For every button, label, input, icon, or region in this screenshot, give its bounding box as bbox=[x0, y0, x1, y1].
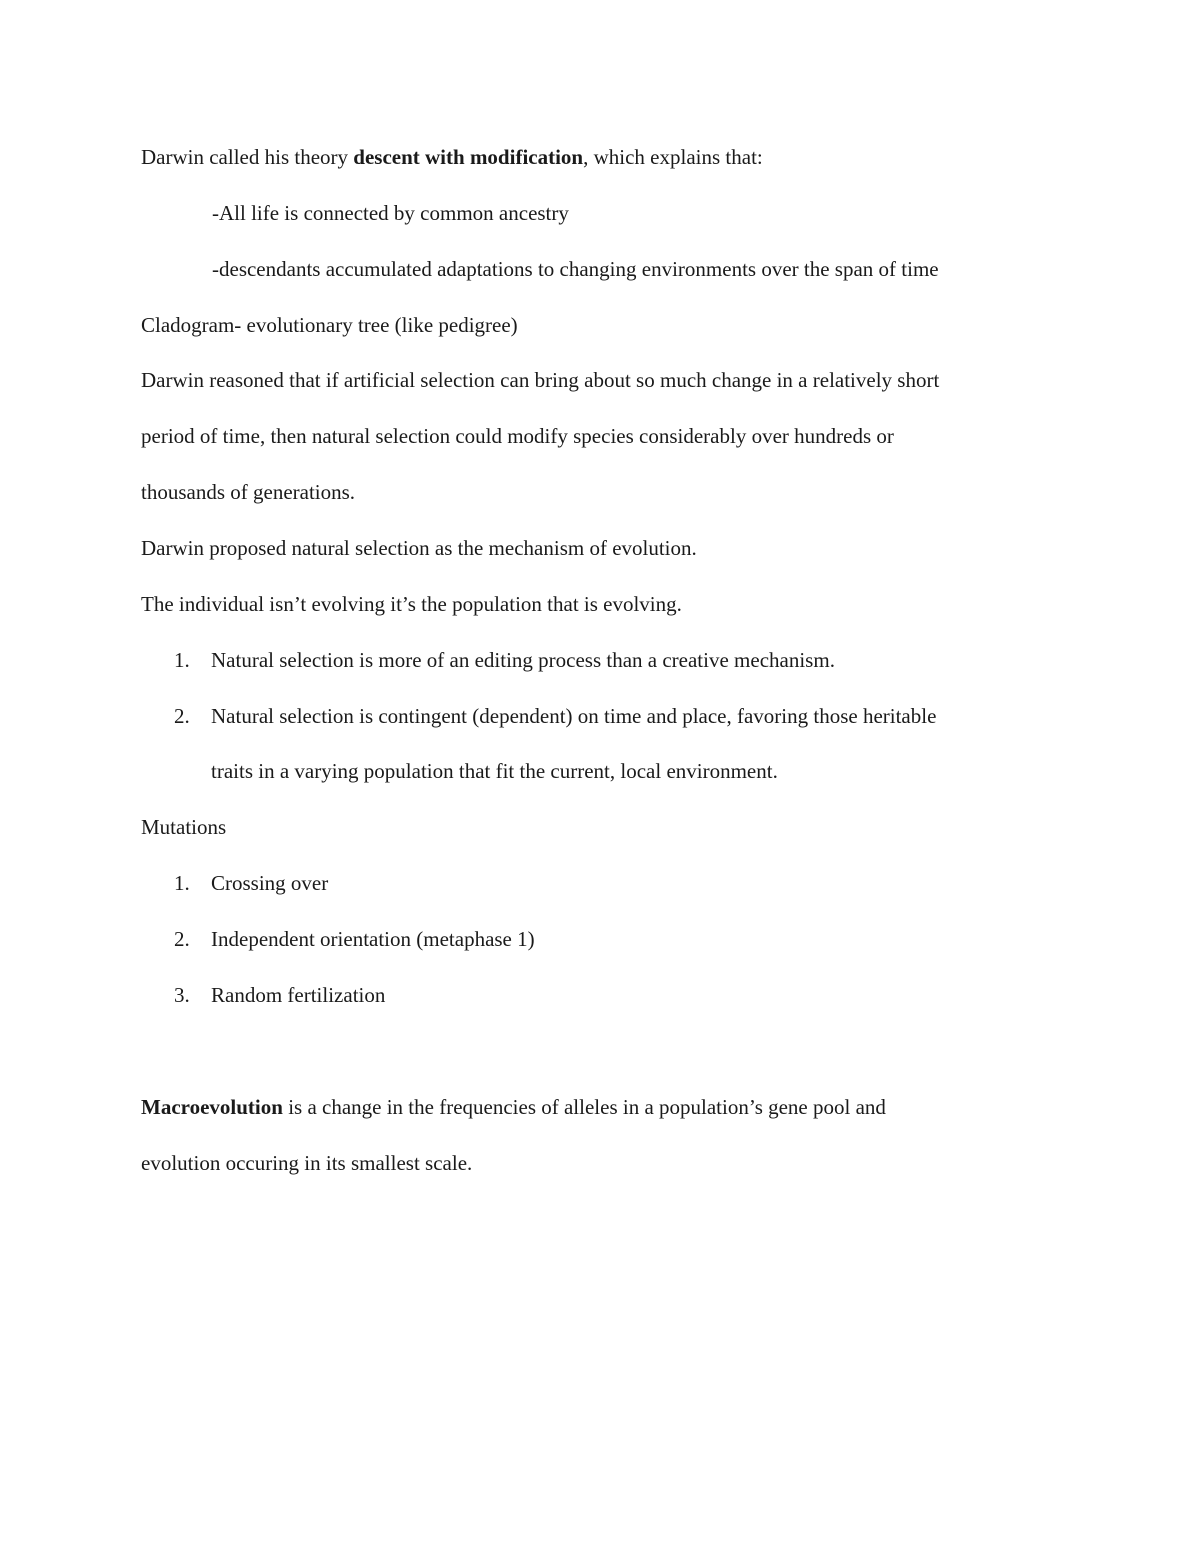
intro-prefix: Darwin called his theory bbox=[141, 145, 354, 169]
reasoning-line: period of time, then natural selection could modify species considerably over hundreds or bbox=[141, 424, 894, 448]
population-line: The individual isn’t evolving it’s the population that is evolving. bbox=[141, 592, 682, 616]
list-item: Independent orientation (metaphase 1) bbox=[211, 927, 535, 951]
intro-term: descent with modification bbox=[353, 145, 584, 169]
list-item: Natural selection is contingent (dependent) on time and place, favoring those heritable bbox=[211, 704, 937, 728]
list-item: Natural selection is more of an editing process than a creative mechanism. bbox=[211, 648, 835, 672]
mechanism-line: Darwin proposed natural selection as the mechanism of evolution. bbox=[141, 536, 697, 560]
list-number: 3. bbox=[174, 983, 190, 1007]
intro-sentence bbox=[141, 143, 763, 171]
list-item-continuation: traits in a varying population that fit the current, local environment. bbox=[211, 759, 778, 783]
list-item: Random fertilization bbox=[211, 983, 386, 1007]
intro-suffix: , which explains that: bbox=[583, 145, 763, 169]
list-number: 1. bbox=[174, 648, 190, 672]
macro-term: Macroevolution bbox=[141, 1095, 283, 1119]
reasoning-line: thousands of generations. bbox=[141, 480, 356, 504]
cladogram-line: Cladogram- evolutionary tree (like pedigree) bbox=[141, 313, 518, 337]
list-number: 2. bbox=[174, 927, 190, 951]
macro-rest: is a change in the frequencies of alleles in a population’s gene pool and bbox=[282, 1095, 886, 1119]
intro-point: -descendants accumulated adaptations to changing environments over the span of time bbox=[212, 257, 939, 281]
list-number: 1. bbox=[174, 871, 190, 895]
list-number: 2. bbox=[174, 704, 190, 728]
list-item: Crossing over bbox=[211, 871, 329, 895]
macro-continuation: evolution occuring in its smallest scale. bbox=[141, 1151, 473, 1175]
reasoning-line: Darwin reasoned that if artificial selection can bring about so much change in a relatively short bbox=[141, 368, 940, 392]
mutations-heading: Mutations bbox=[141, 815, 227, 839]
intro-point: -All life is connected by common ancestry bbox=[212, 201, 569, 225]
macro-sentence bbox=[141, 1093, 886, 1121]
